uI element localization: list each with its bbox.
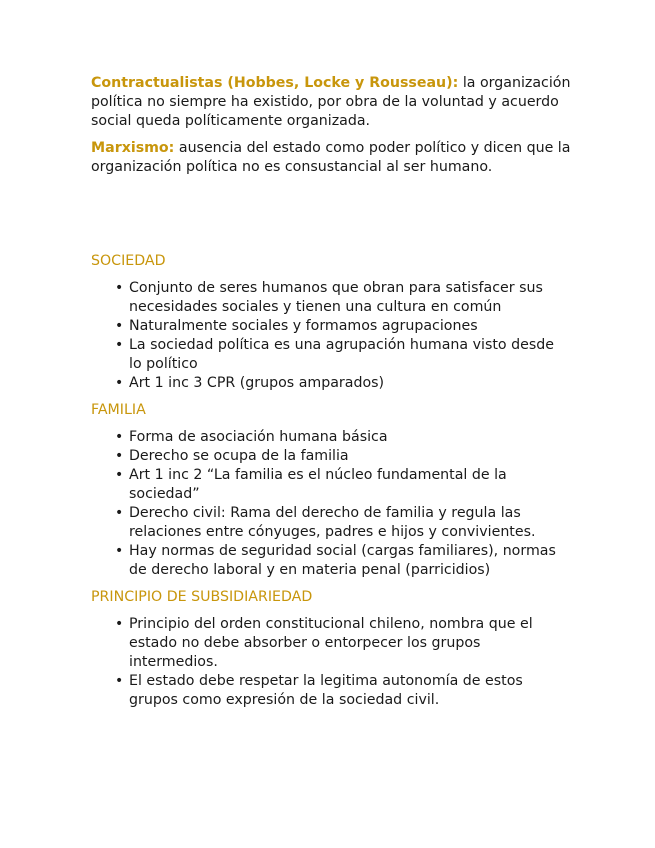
bullet-icon: • <box>115 280 124 296</box>
list-item <box>91 336 571 374</box>
list-familia <box>91 428 571 580</box>
list-item-text: La sociedad política es una agrupación humana visto desde lo político <box>129 337 554 372</box>
bullet-icon: • <box>115 543 124 559</box>
list-item <box>91 317 571 336</box>
list-item <box>91 615 571 672</box>
section-heading-familia: FAMILIA <box>91 402 146 418</box>
term-marxismo: Marxismo: <box>91 140 175 156</box>
list-item-text: Naturalmente sociales y formamos agrupaciones <box>129 318 478 334</box>
list-item-text: Principio del orden constitucional chileno, nombra que el estado no debe absorber o entorpecer los grupos intermedios. <box>129 616 533 670</box>
list-item-text: Derecho se ocupa de la familia <box>129 448 349 464</box>
list-item <box>91 428 571 447</box>
list-item <box>91 447 571 466</box>
list-item-text: El estado debe respetar la legitima autonomía de estos grupos como expresión de la sociedad civil. <box>129 673 523 708</box>
list-item-text: Art 1 inc 2 “La familia es el núcleo fundamental de la sociedad” <box>129 467 507 502</box>
list-item <box>91 374 571 393</box>
document-body <box>91 74 571 718</box>
paragraph-text: ausencia del estado como poder político y dicen que la organización política no es consustancial al ser humano. <box>91 140 571 175</box>
bullet-icon: • <box>115 673 124 689</box>
list-item-text: Art 1 inc 3 CPR (grupos amparados) <box>129 375 385 391</box>
bullet-icon: • <box>115 448 124 464</box>
list-item-text: Derecho civil: Rama del derecho de familia y regula las relaciones entre cónyuges, padres e hijos y convivientes. <box>129 505 536 540</box>
list-item-text: Conjunto de seres humanos que obran para satisfacer sus necesidades sociales y tienen una cultura en común <box>129 280 543 315</box>
bullet-icon: • <box>115 429 124 445</box>
term-contractualistas: Contractualistas (Hobbes, Locke y Rousseau): <box>91 75 459 91</box>
list-item <box>91 466 571 504</box>
list-item-text: Forma de asociación humana básica <box>129 429 388 445</box>
paragraph-text: la organización política no siempre ha existido, por obra de la voluntad y acuerdo social queda políticamente organizada. <box>91 75 571 129</box>
section-heading-subsidiariedad: PRINCIPIO DE SUBSIDIARIEDAD <box>91 589 313 605</box>
paragraph-marxismo <box>91 139 571 177</box>
list-item <box>91 504 571 542</box>
list-sociedad <box>91 279 571 393</box>
bullet-icon: • <box>115 616 124 632</box>
bullet-icon: • <box>115 467 124 483</box>
list-subsidiariedad <box>91 615 571 710</box>
bullet-icon: • <box>115 318 124 334</box>
list-item <box>91 672 571 710</box>
bullet-icon: • <box>115 337 124 353</box>
bullet-icon: • <box>115 505 124 521</box>
paragraph-contractualistas <box>91 74 571 131</box>
spacer <box>91 185 571 252</box>
section-heading-sociedad: SOCIEDAD <box>91 253 166 269</box>
list-item <box>91 279 571 317</box>
bullet-icon: • <box>115 375 124 391</box>
list-item <box>91 542 571 580</box>
list-item-text: Hay normas de seguridad social (cargas familiares), normas de derecho laboral y en materia penal (parricidios) <box>129 543 556 578</box>
